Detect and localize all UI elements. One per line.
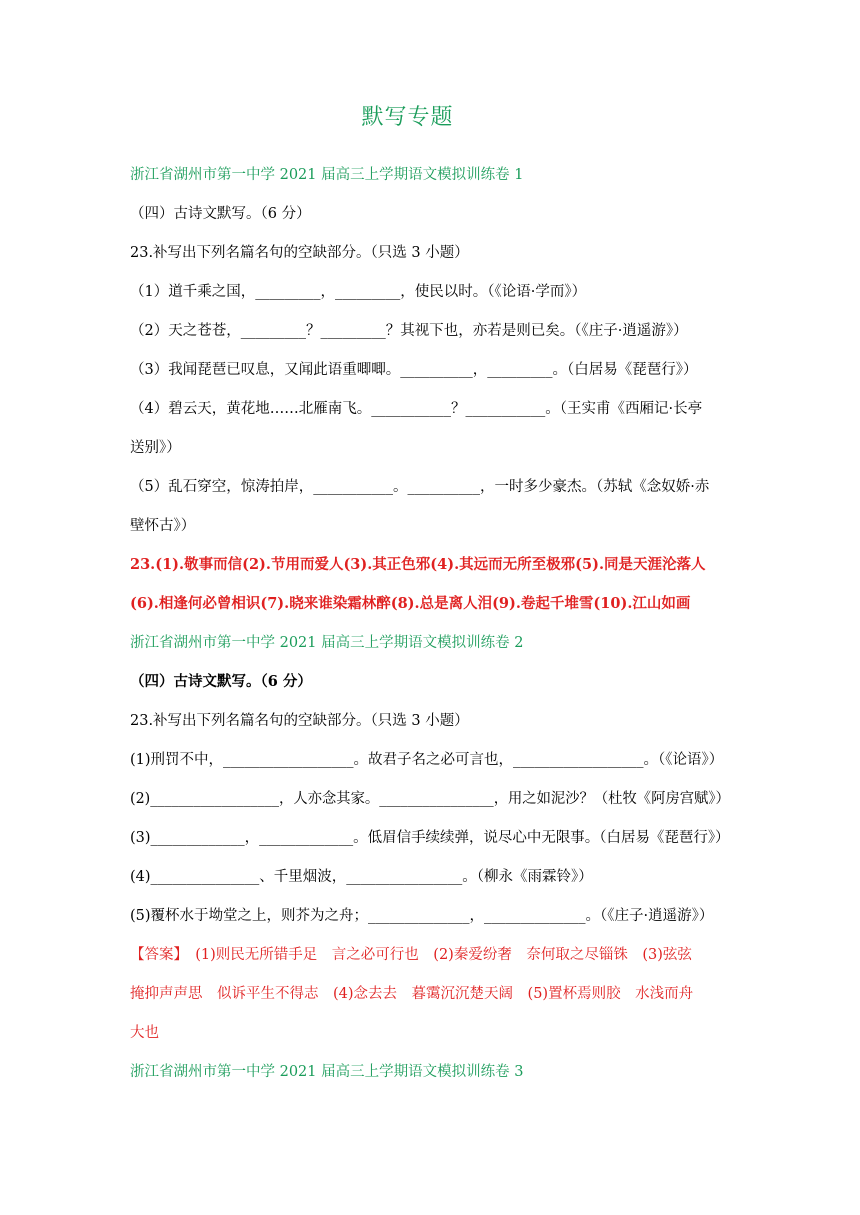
question-prompt: 23.补写出下列名篇名句的空缺部分。（只选 3 小题） <box>130 713 469 729</box>
question-item-continued: 送别》） <box>130 440 181 456</box>
section-source: 浙江省湖州市第一中学 2021 届高三上学期语文模拟训练卷 3 <box>130 1064 524 1080</box>
question-item: (1)刑罚不中，__________________。故君子名之必可言也，__________________。（《论语》） <box>130 752 724 768</box>
question-item: (2)__________________，人亦念其家。________________，用之如泥沙？（杜牧《阿房宫赋》） <box>130 791 730 807</box>
page-title: 默写专题 <box>361 105 454 130</box>
question-item: （5）乱石穿空，惊涛拍岸，___________。__________，一时多少豪杰。（苏轼《念奴娇·赤 <box>130 479 710 495</box>
section-source: 浙江省湖州市第一中学 2021 届高三上学期语文模拟训练卷 1 <box>130 167 524 183</box>
question-item: （4）碧云天，黄花地……北雁南飞。___________？___________。（王实甫《西厢记·长亭 <box>130 401 703 417</box>
answer-line: (6).相逢何必曾相识(7).晓来谁染霜林醉(8).总是离人泪(9).卷起千堆雪(10).江山如画 <box>130 595 691 612</box>
section-part-heading: （四）古诗文默写。（6 分） <box>130 206 311 222</box>
answer-line: 23.(1).敬事而信(2).节用而爱人(3).其正色邪(4).其远而无所至极邪(5).同是天涯沦落人 <box>130 556 706 573</box>
answer-line: 大也 <box>130 1025 159 1041</box>
section-part-heading: （四）古诗文默写。（6 分） <box>130 673 312 690</box>
question-item: （2）天之苍苍，_________？_________？其视下也，亦若是则已矣。（《庄子·逍遥游》） <box>130 323 688 339</box>
answer-line: 【答案】 (1)则民无所错手足 言之必可行也 (2)秦爱纷奢 奈何取之尽锱铢 (3)弦弦 <box>130 947 692 963</box>
answer-line: 掩抑声声思 似诉平生不得志 (4)念去去 暮霭沉沉楚天阔 (5)置杯焉则胶 水浅而舟 <box>130 986 694 1002</box>
question-item: (3)_____________，_____________。低眉信手续续弹，说尽心中无限事。（白居易《琵琶行》） <box>130 830 730 846</box>
question-item: (4)_______________、千里烟波，________________。（柳永《雨霖铃》） <box>130 869 593 885</box>
section-source: 浙江省湖州市第一中学 2021 届高三上学期语文模拟训练卷 2 <box>130 635 524 651</box>
question-prompt: 23.补写出下列名篇名句的空缺部分。（只选 3 小题） <box>130 245 469 261</box>
question-item-continued: 壁怀古》） <box>130 518 196 534</box>
question-item: （3）我闻琵琶已叹息，又闻此语重唧唧。__________，_________。（白居易《琵琶行》） <box>130 362 698 378</box>
question-item: (5)覆杯水于坳堂之上，则芥为之舟；______________，______________。（《庄子·逍遥游》） <box>130 908 714 924</box>
question-item: （1）道千乘之国，_________，_________，使民以时。（《论语·学而》） <box>130 284 587 300</box>
